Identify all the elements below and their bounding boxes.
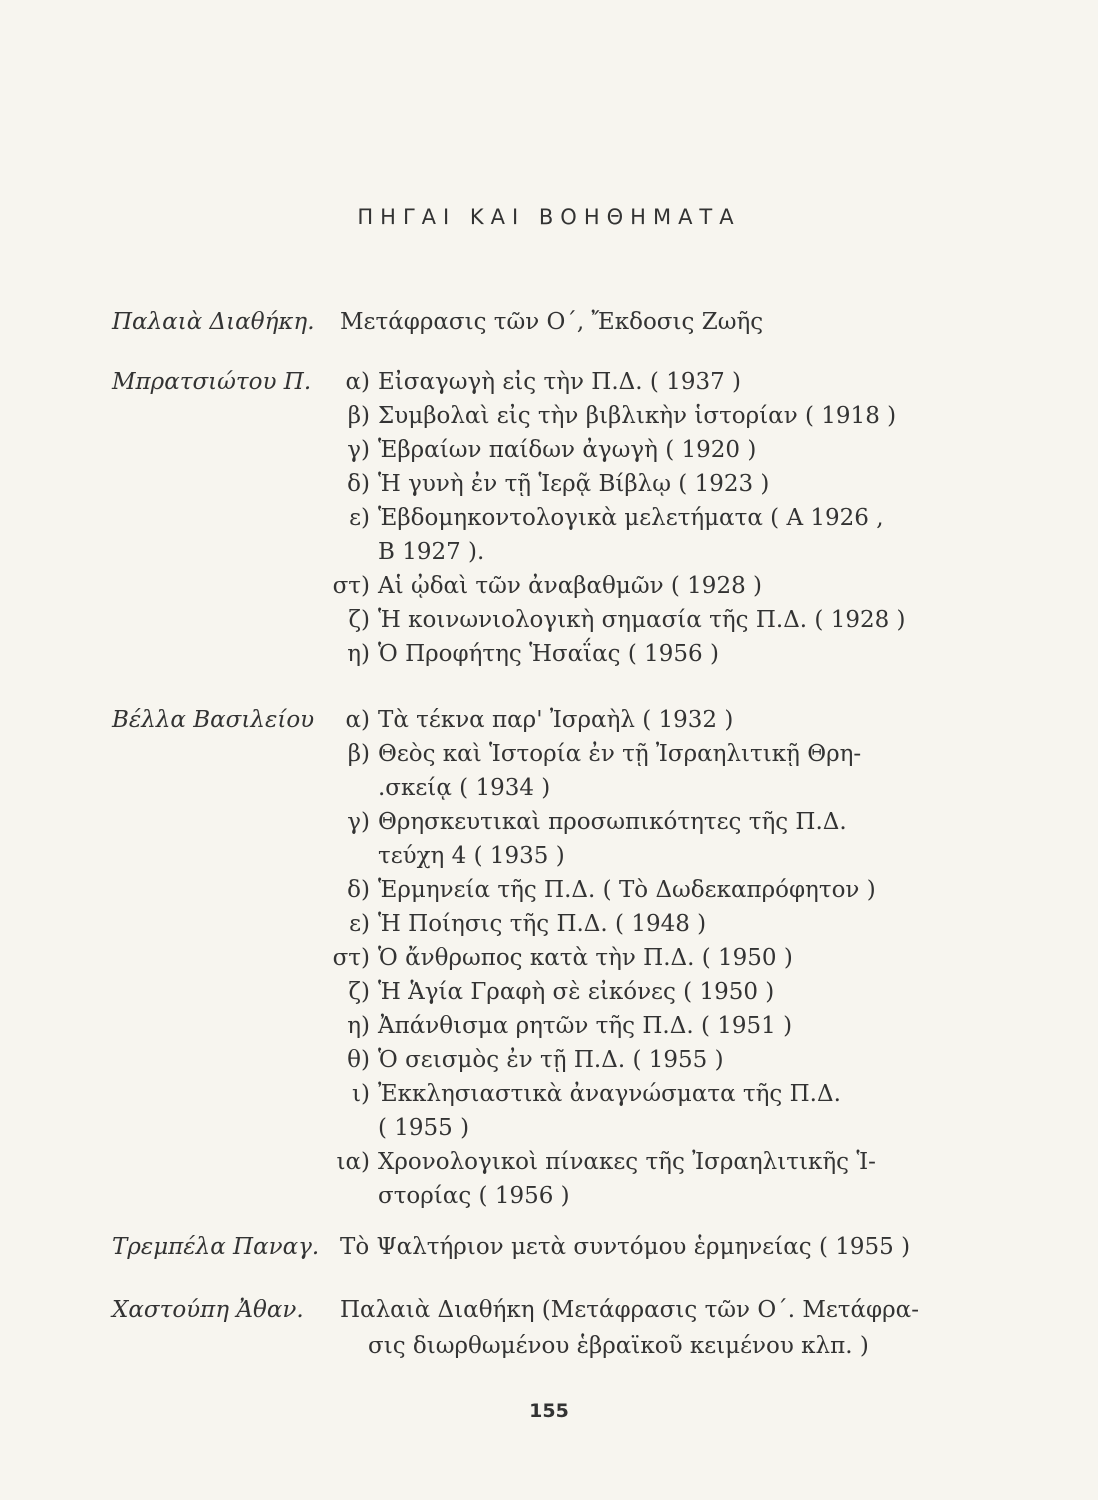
entry-text: στορίας ( 1956 ) [378, 1183, 570, 1209]
author-name: Παλαιὰ Διαθήκη. [112, 309, 315, 335]
author-name: Μπρατσιώτου Π. [112, 369, 312, 395]
entry-text: Β 1927 ). [378, 539, 485, 565]
item-label: δ) [347, 471, 370, 497]
entry-text: Θεὸς καὶ Ἱστορία ἐν τῇ Ἰσραηλιτικῇ Θρη- [378, 741, 862, 767]
item-label: α) [345, 707, 370, 733]
entry-text: τεύχη 4 ( 1935 ) [378, 843, 565, 869]
entry-text: Θρησκευτικαὶ προσωπικότητες τῆς Π.Δ. [378, 809, 847, 835]
entry-text: Ἑβραίων παίδων ἀγωγὴ ( 1920 ) [378, 437, 757, 463]
entry-text: Παλαιὰ Διαθήκη (Μετάφρασις τῶν Ο΄. Μετάφρα- [340, 1297, 919, 1323]
item-label: στ) [332, 573, 370, 599]
entry-text: Εἰσαγωγὴ εἰς τὴν Π.Δ. ( 1937 ) [378, 369, 742, 395]
entry-text: Τὰ τέκνα παρ' Ἰσραὴλ ( 1932 ) [378, 707, 734, 733]
entry-line [368, 1331, 869, 1361]
item-label: β) [347, 403, 370, 429]
item-label: ι) [352, 1081, 370, 1107]
entry-text: Ἡ Ποίησις τῆς Π.Δ. ( 1948 ) [378, 911, 707, 937]
item-label: δ) [347, 877, 370, 903]
item-label: η) [347, 1013, 370, 1039]
entry-text: .σκείᾳ ( 1934 ) [378, 775, 551, 801]
entry-line [340, 307, 763, 337]
entry-text: Αἱ ᾠδαὶ τῶν ἀναβαθμῶν ( 1928 ) [378, 573, 762, 599]
entry-text: Ἑρμηνεία τῆς Π.Δ. ( Τὸ Δωδεκαπρόφητον ) [378, 877, 876, 903]
item-label: γ) [347, 809, 370, 835]
item-label: ζ) [348, 607, 370, 633]
entry-line [340, 1232, 910, 1262]
item-label: η) [347, 641, 370, 667]
item-label: ζ) [348, 979, 370, 1005]
item-label: ε) [349, 505, 370, 531]
entry-text: Ὁ Προφήτης Ἡσαΐας ( 1956 ) [378, 641, 719, 667]
entry-text: Τὸ Ψαλτήριον μετὰ συντόμου ἑρμηνείας ( 1955 ) [340, 1234, 911, 1260]
item-label: ια) [336, 1149, 370, 1175]
author-name: Βέλλα Βασιλείου [112, 707, 315, 733]
item-label: θ) [347, 1047, 370, 1073]
entry-text: Ἡ κοινωνιολογικὴ σημασία τῆς Π.Δ. ( 1928 ) [378, 607, 906, 633]
author-name: Χαστούπη Ἀθαν. [112, 1297, 304, 1323]
entry-text: Ἀπάνθισμα ρητῶν τῆς Π.Δ. ( 1951 ) [378, 1013, 793, 1039]
item-label: στ) [332, 945, 370, 971]
entry-text: Μετάφρασις τῶν Ο΄, Ἔκδοσις Ζωῆς [340, 309, 764, 335]
entry-text: Ἑβδομηκοντολογικὰ μελετήματα ( Α 1926 , [378, 505, 884, 531]
entry-text: Ἐκκλησιαστικὰ ἀναγνώσματα τῆς Π.Δ. [378, 1081, 841, 1107]
entry-text: Ἡ Ἁγία Γραφὴ σὲ εἰκόνες ( 1950 ) [378, 979, 775, 1005]
entry-text: Ἡ γυνὴ ἐν τῇ Ἱερᾷ Βίβλῳ ( 1923 ) [378, 471, 770, 497]
entry-text: Συμβολαὶ εἰς τὴν βιβλικὴν ἱστορίαν ( 1918 ) [378, 403, 897, 429]
item-label: β) [347, 741, 370, 767]
page-title: ΠΗΓΑΙ ΚΑΙ ΒΟΗΘΗΜΑΤΑ [357, 205, 741, 229]
page-number: 155 [529, 1400, 569, 1422]
entry-line [340, 1295, 919, 1325]
item-label: γ) [347, 437, 370, 463]
entry-text: σις διωρθωμένου ἑβραϊκοῦ κειμένου κλπ. ) [368, 1333, 869, 1359]
entry-text: ( 1955 ) [378, 1115, 470, 1141]
item-label: ε) [349, 911, 370, 937]
entry-text: Ὁ ἄνθρωπος κατὰ τὴν Π.Δ. ( 1950 ) [378, 945, 793, 971]
entry-text: Χρονολογικοὶ πίνακες τῆς Ἰσραηλιτικῆς Ἱ- [378, 1149, 876, 1175]
item-label: α) [345, 369, 370, 395]
entry-text: Ὁ σεισμὸς ἐν τῇ Π.Δ. ( 1955 ) [378, 1047, 724, 1073]
author-name: Τρεμπέλα Παναγ. [112, 1234, 320, 1260]
